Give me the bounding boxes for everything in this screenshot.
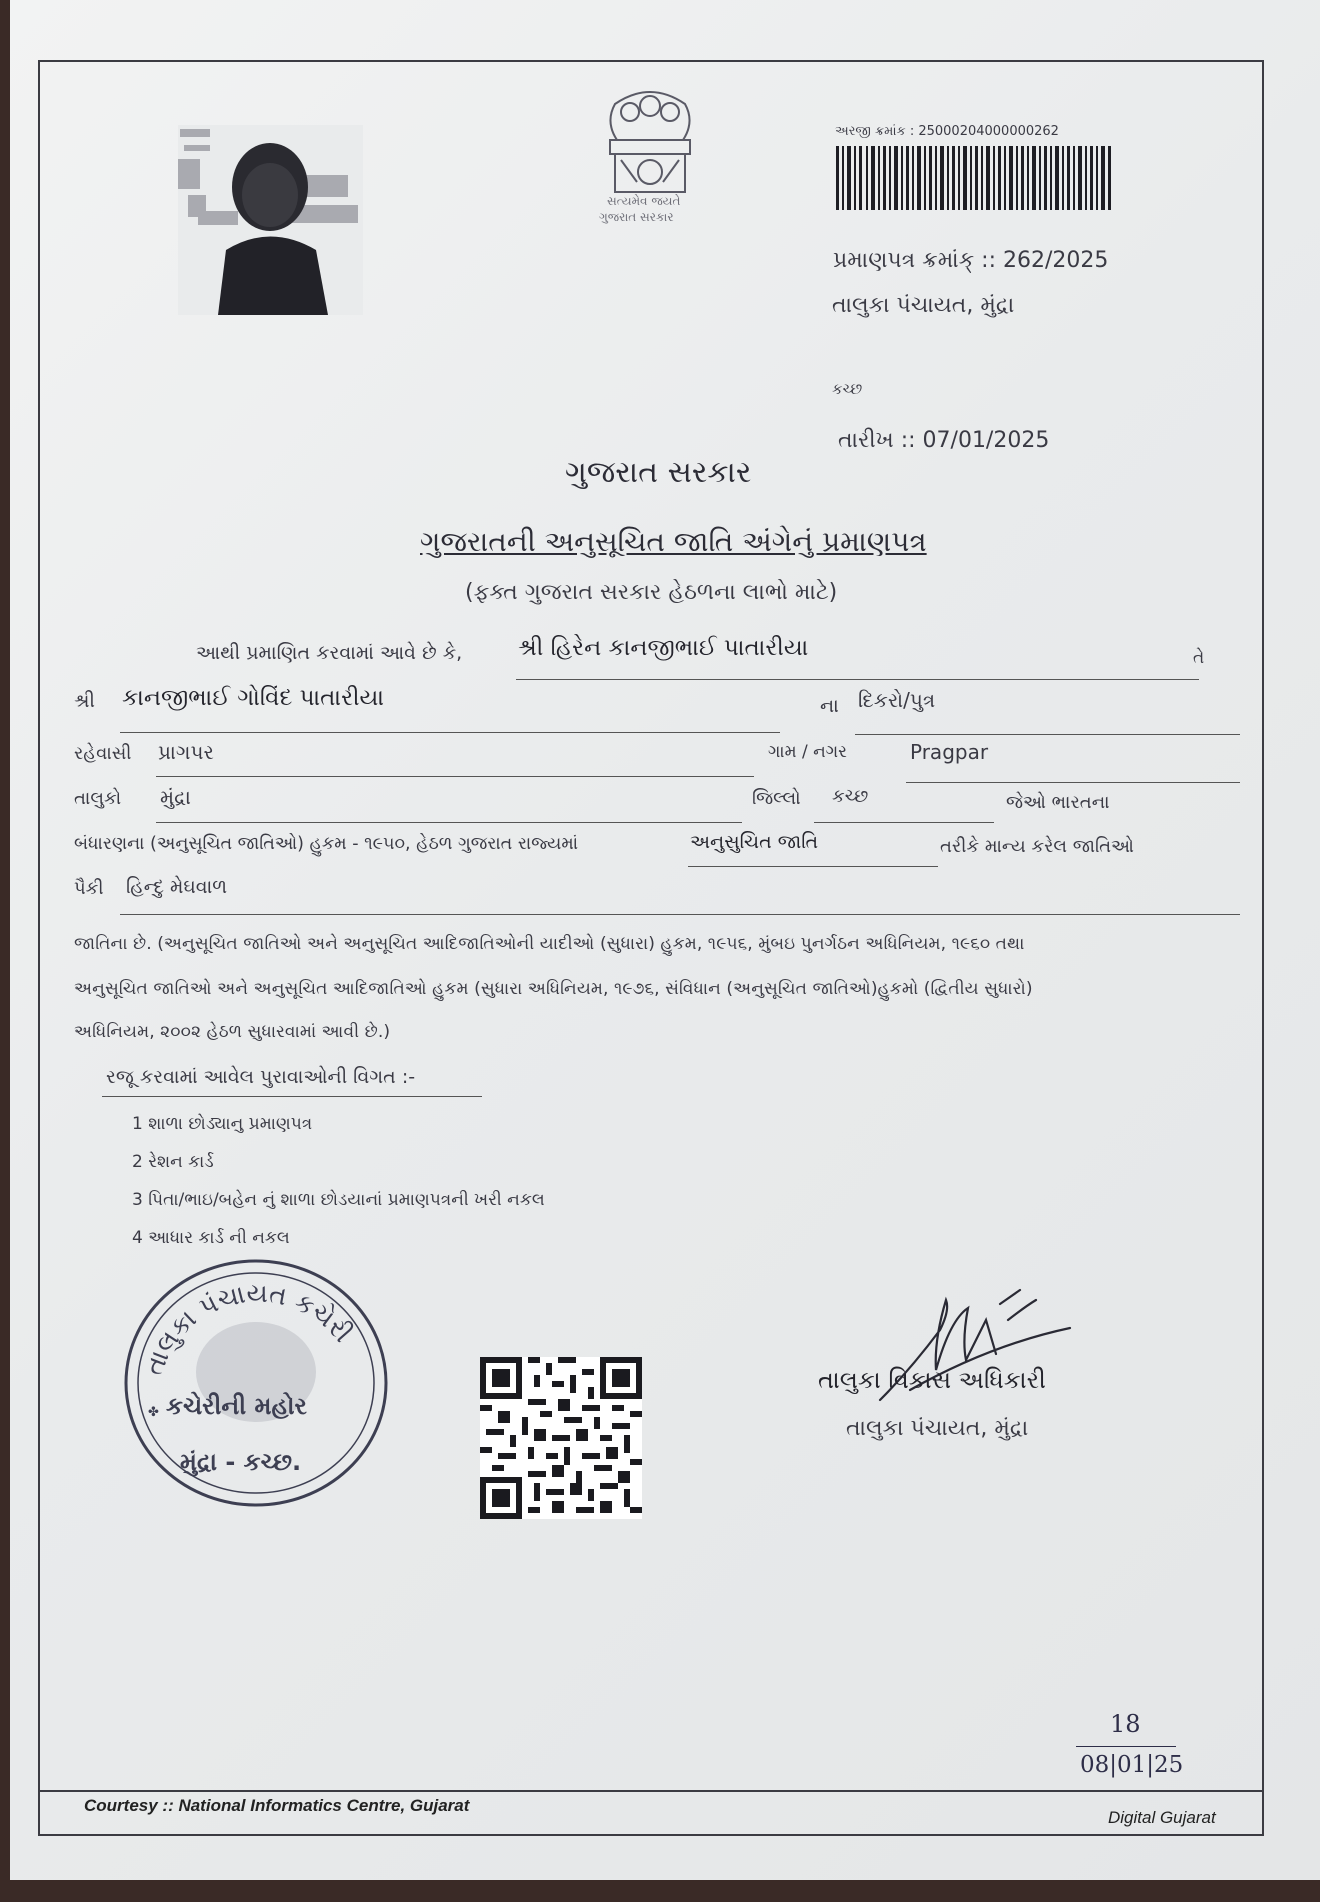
district-underline: [814, 822, 994, 823]
qr-code: [480, 1357, 642, 1519]
holder-name-underline: [516, 679, 1199, 680]
father-name-underline: [120, 732, 780, 733]
relation-value: દિકરો/પુત્ર: [858, 688, 936, 712]
certificate-subtitle: (ફક્ત ગુજરાત સરકાર હેઠળના લાભો માટે): [465, 580, 838, 605]
officer-signature: [850, 1250, 1090, 1430]
document-item: 2 રેશન કાર્ડ: [132, 1152, 214, 1172]
application-number: અરજી ક્રમાંક : 25000204000000262: [835, 124, 1059, 139]
taluka-label: તાલુકો: [74, 788, 122, 809]
na-label: ના: [820, 695, 839, 717]
signatory-designation: તાલુકા વિકાસ અધિકારી: [818, 1366, 1046, 1394]
paragraph-line-3: અધિનિયમ, ૨૦૦૨ હેઠળ સુધારવામાં આવી છે.): [74, 1022, 391, 1042]
father-name: કાનજીભાઈ ગોવિંદ પાતારીયા: [122, 685, 385, 711]
signatory-office: તાલુકા પંચાયત, મુંદ્રા: [846, 1416, 1029, 1441]
handwritten-number: 18: [1110, 1710, 1141, 1738]
seal-outer-text: તાલુકા પંચાયત કચેરી: [139, 1278, 358, 1380]
certificate-number: પ્રમાણપત્ર ક્રમાંક્ :: 262/2025: [833, 248, 1109, 273]
document-item: 3 પિતા/ભાઇ/બહેન નું શાળા છોડયાનાં પ્રમાણપત્રની ખરી નકલ: [132, 1190, 545, 1210]
applicant-photo: [178, 125, 363, 315]
line-end-1: જેઓ ભારતના: [1006, 792, 1110, 813]
te-label: તે: [1193, 648, 1205, 668]
district-value: કચ્છ: [832, 786, 869, 807]
svg-text:✤: ✤: [148, 1405, 159, 1420]
office-seal: [118, 1252, 393, 1514]
seal-bottom-text: મુંદ્રા - કચ્છ.: [180, 1448, 302, 1476]
certificate-paper: [10, 0, 1320, 1880]
issuing-district: કચ્છ: [832, 380, 863, 398]
document-item: 1 શાળા છોડ્યાનુ પ્રમાણપત્ર: [132, 1114, 313, 1134]
footer-courtesy: Courtesy :: National Informatics Centre, Gujarat: [84, 1796, 470, 1815]
taluka-underline: [156, 822, 742, 823]
certificate-title: ગુજરાતની અનુસૂચિત જાતિ અંગેનું પ્રમાણપત્ર: [420, 525, 927, 558]
documents-heading-underline: [102, 1096, 482, 1097]
paragraph-line-1: જાતિના છે. (અનુસૂચિત જાતિઓ અને અનુસૂચિત આદિજાતિઓની યાદીઓ (સુધારા) હુકમ, ૧૯૫૬, મુંબઇ પુનર્ગઠન અધિનિયમ, ૧૯૬૦ તથા: [74, 934, 1025, 954]
documents-heading: રજૂ કરવામાં આવેલ પુરાવાઓની વિગત :-: [106, 1066, 416, 1088]
district-label: જિલ્લો: [752, 788, 801, 809]
resident-label: રહેવાસી: [74, 743, 132, 764]
handwritten-date: 08|01|25: [1080, 1752, 1184, 1778]
state-emblem: [585, 82, 715, 230]
category-value: અનુસુચિત જાતિ: [690, 831, 819, 853]
issue-date: તારીખ :: 07/01/2025: [838, 428, 1050, 453]
certify-prefix: આથી પ્રમાણિત કરવામાં આવે છે કે,: [196, 642, 463, 664]
caste-value: હિન્દુ મેઘવાળ: [126, 876, 228, 898]
village-underline: [906, 782, 1240, 783]
taluka-value: મુંદ્રા: [160, 785, 191, 809]
village-label: ગામ / નગર: [768, 742, 847, 762]
resident-value: પ્રાગપર: [158, 740, 214, 764]
document-item: 4 આધાર કાર્ડ ની નકલ: [132, 1228, 290, 1248]
paragraph-line-2: અનુસૂચિત જાતિઓ અને અનુસૂચિત આદિજાતિઓ હુકમ (સુધારા અધિનિયમ, ૧૯૭૬, સંવિધાન (અનુસૂચિત જાતિઓ)હુકમો (દ્વિતીય સુધારો): [74, 979, 1033, 999]
resident-underline: [156, 776, 754, 777]
handwritten-fraction-line: [1076, 1746, 1176, 1747]
holder-name: શ્રી હિરેન કાનજીભાઈ પાતારીયા: [518, 635, 809, 661]
order-text: બંધારણના (અનુસૂચિત જાતિઓ) હુકમ - ૧૯૫૦, હેઠળ ગુજરાત રાજ્યમાં: [74, 834, 578, 854]
issuing-office: તાલુકા પંચાયત, મુંદ્રા: [832, 293, 1015, 318]
relation-underline: [855, 734, 1240, 735]
seal-center-text: કચેરીની મહોર: [166, 1392, 307, 1420]
footer-brand: Digital Gujarat: [1108, 1808, 1216, 1827]
village-value: Pragpar: [910, 740, 989, 764]
government-title: ગુજરાત સરકાર: [565, 455, 752, 490]
barcode: [836, 146, 1111, 210]
recognized-text: તરીકે માન્ય કરેલ જાતિઓ: [940, 836, 1134, 857]
category-underline: [688, 866, 938, 867]
footer-divider: [40, 1790, 1262, 1792]
among-label: પૈકી: [74, 878, 104, 899]
emblem-caption: ગુજરાત સરકાર: [599, 210, 674, 224]
shri-label: શ્રી: [74, 690, 95, 712]
emblem-motto: સત્યમેવ જયતે: [607, 194, 681, 208]
caste-underline: [120, 914, 1240, 915]
